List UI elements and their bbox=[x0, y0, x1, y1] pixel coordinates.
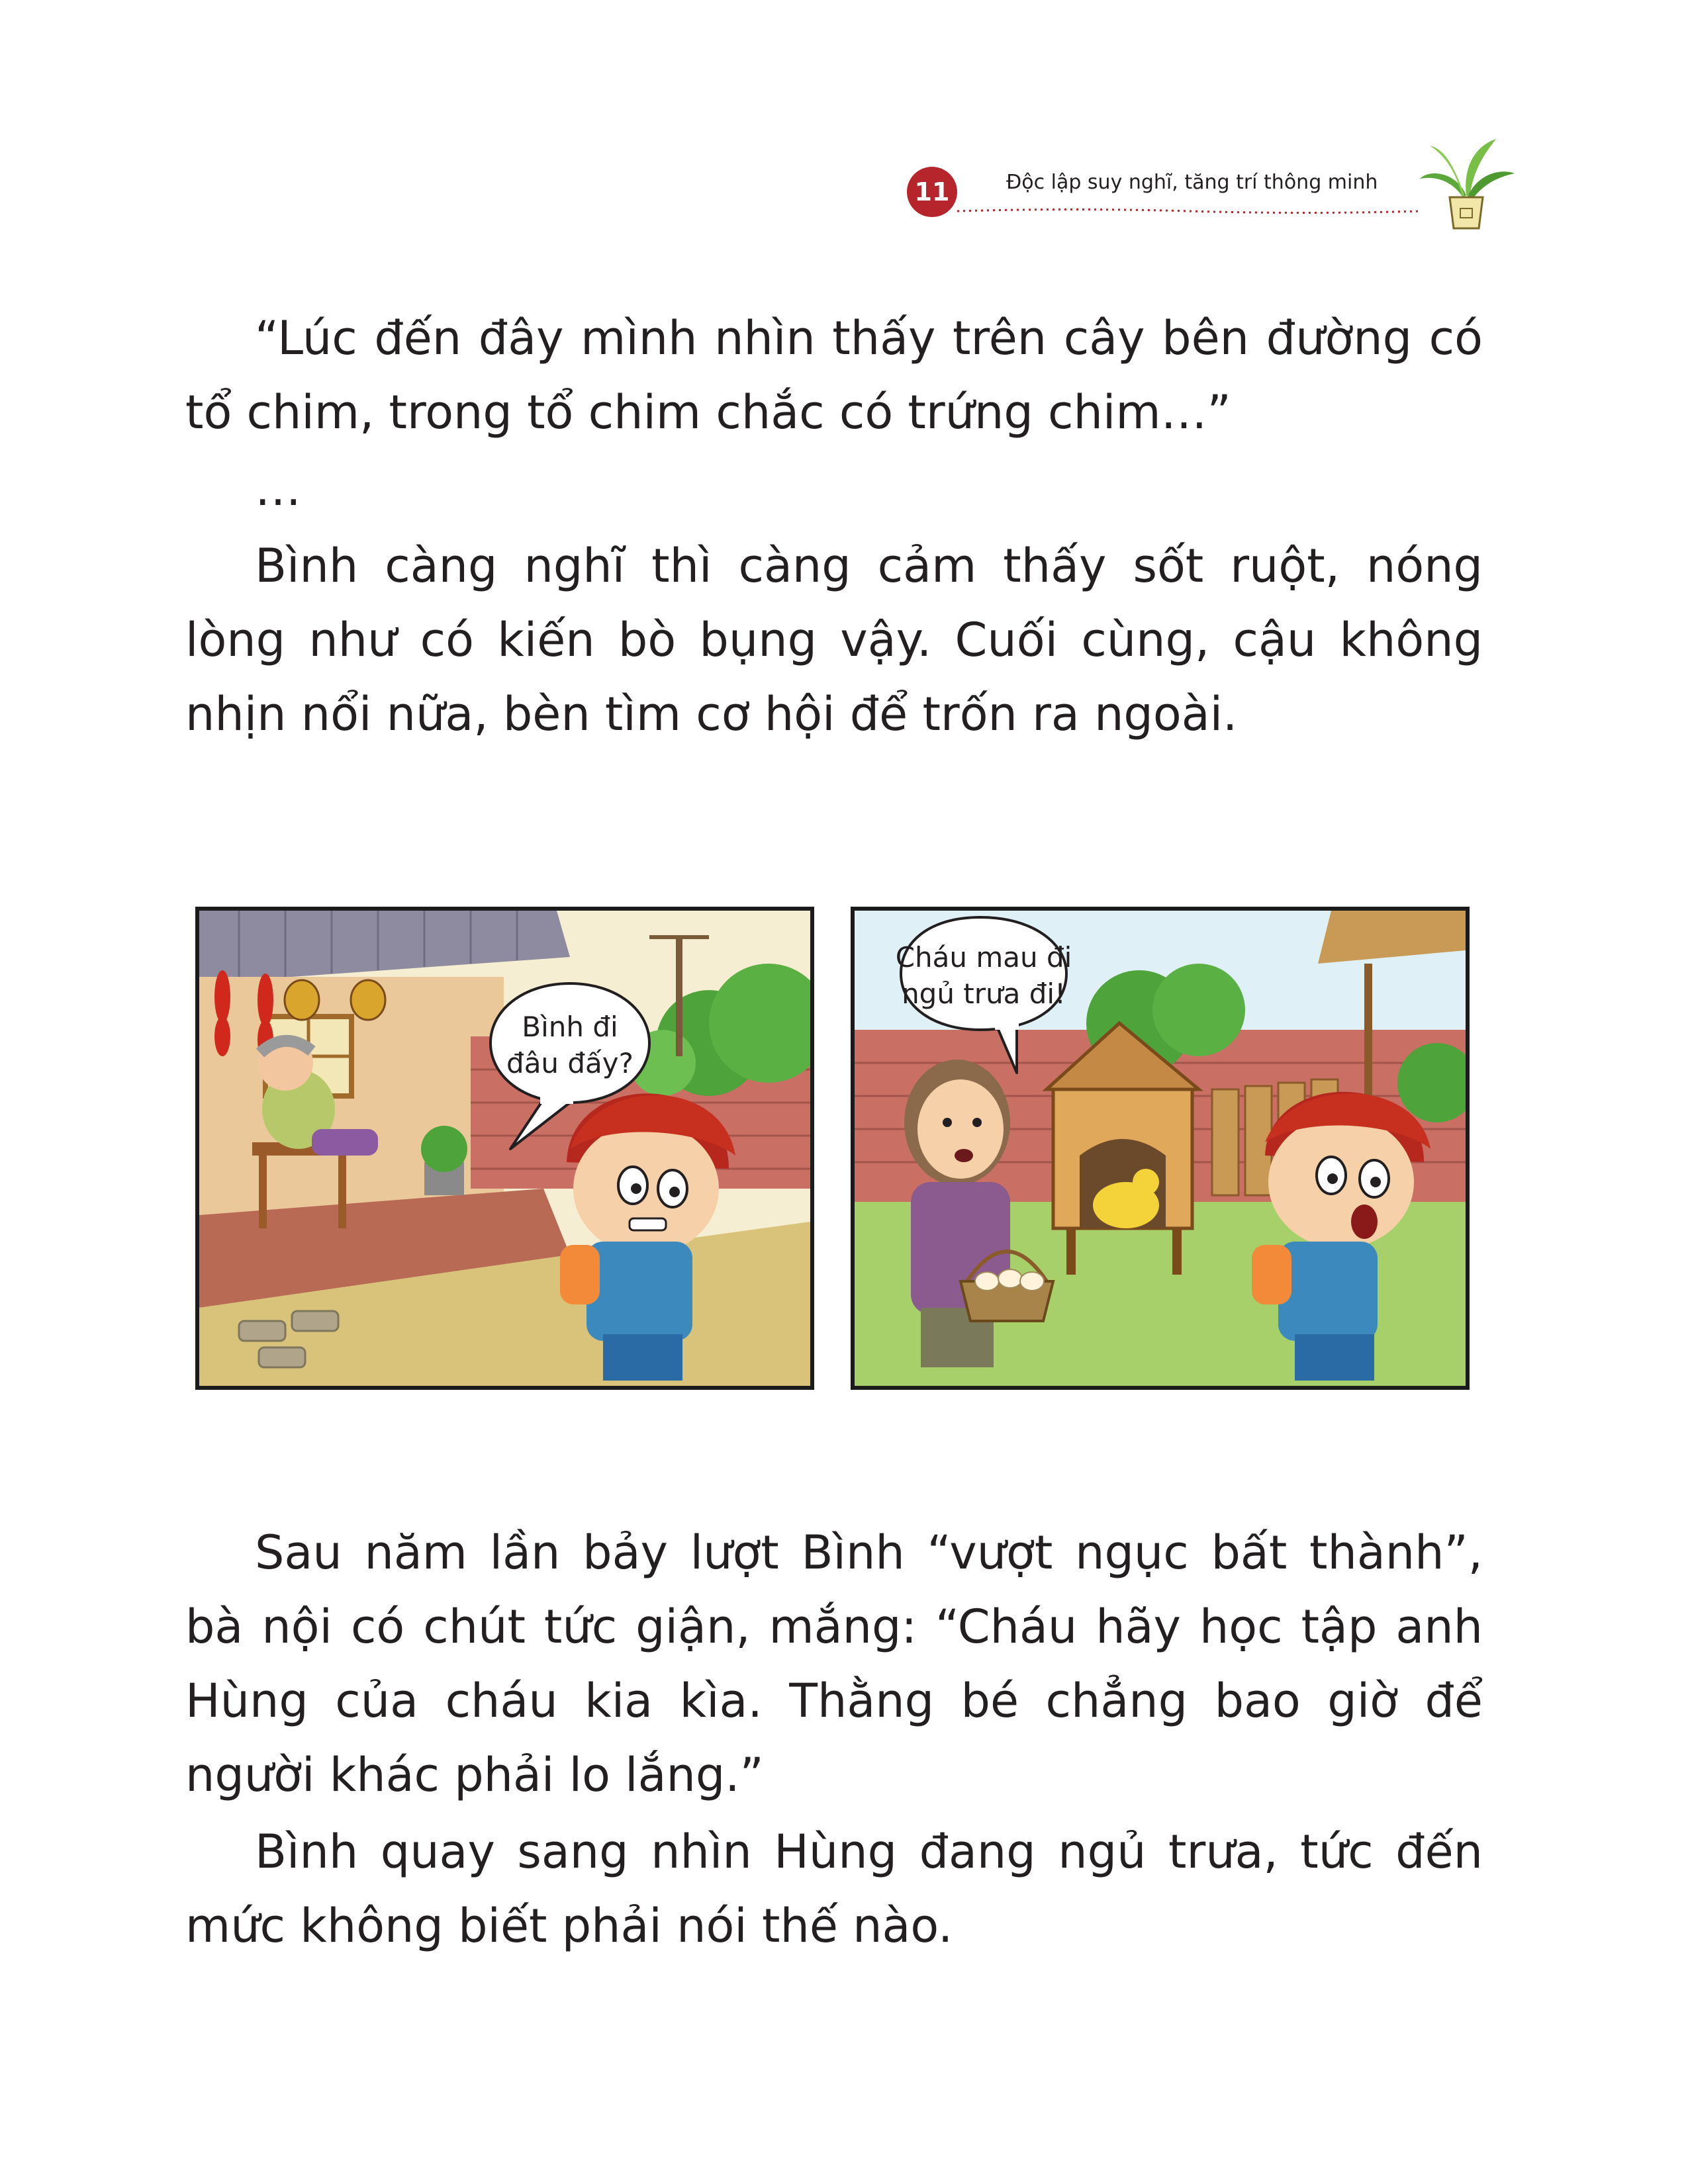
paragraph: Bình quay sang nhìn Hùng đang ngủ trưa, tức đến mức không biết phải nói thế nào. bbox=[185, 1825, 1483, 1953]
chapter-number-badge: 11 bbox=[907, 167, 957, 217]
paragraph: “Lúc đến đây mình nhìn thấy trên cây bên đường có tổ chim, trong tổ chim chắc có trứng chim…” bbox=[185, 311, 1483, 439]
body-text-top bbox=[185, 301, 1483, 751]
paragraph: Sau năm lần bảy lượt Bình “vượt ngục bất thành”, bà nội có chút tức giận, mắng: “Cháu hãy học tập anh Hùng của cháu kia kìa. Thằng bé chẳng bao giờ để người khác phải lo lắng.” bbox=[185, 1525, 1483, 1802]
comic-panel-1 bbox=[195, 907, 814, 1390]
speech-bubble-text-line1: Bình đi bbox=[522, 1011, 618, 1043]
paragraph-ellipsis: … bbox=[255, 462, 301, 516]
speech-bubble-text-line1: Cháu mau đi bbox=[895, 941, 1072, 974]
body-text-bottom bbox=[185, 1516, 1483, 1963]
running-header bbox=[907, 152, 1496, 232]
potted-plant-icon bbox=[1417, 132, 1516, 232]
comic-panel-1-illustration bbox=[199, 911, 810, 1386]
header-dotted-line bbox=[957, 206, 1421, 216]
chapter-title: Độc lập suy nghĩ, tăng trí thông minh bbox=[1006, 171, 1378, 194]
speech-bubble-text-line2: ngủ trưa đi! bbox=[902, 978, 1066, 1010]
comic-panel-2 bbox=[851, 907, 1470, 1390]
paragraph: Bình càng nghĩ thì càng cảm thấy sốt ruột, nóng lòng như có kiến bò bụng vậy. Cuối cùng, cậu không nhịn nổi nữa, bèn tìm cơ hội để trốn ra ngoài. bbox=[185, 539, 1483, 741]
comic-panel-2-illustration bbox=[855, 911, 1466, 1386]
speech-bubble-text-line2: đâu đấy? bbox=[506, 1047, 633, 1079]
